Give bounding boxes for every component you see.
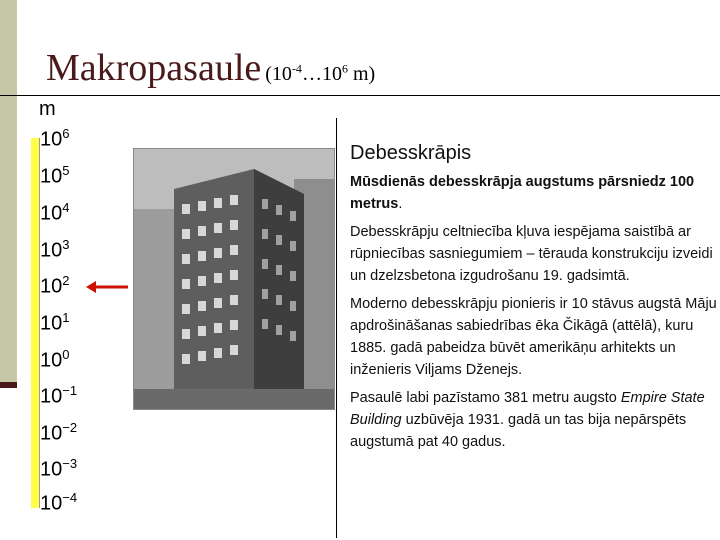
scale-tick: $10^{-2}$ (40, 420, 78, 445)
scale-tick: $10^2$ (40, 273, 70, 298)
scale-tick: $10^3$ (40, 237, 70, 262)
title-main: Makropasaule (46, 47, 262, 89)
scale-tick: $10^0$ (40, 347, 70, 372)
scale-bar (31, 138, 40, 508)
scale-tick: $10^{-3}$ (40, 456, 78, 481)
scale-tick: $10^5$ (40, 163, 70, 188)
content-divider (336, 118, 337, 538)
scale-tick: $10^{-4}$ (40, 490, 78, 515)
skyscraper-image (134, 149, 334, 409)
dark-accent-band (0, 382, 17, 388)
left-accent-band (0, 0, 17, 382)
scale-pointer-arrow-icon (86, 280, 128, 294)
size-scale (28, 98, 89, 514)
title-range: ($10^{-4}\dots 10^6$ m) (265, 61, 376, 85)
text-content (350, 142, 720, 459)
paragraph-height: Mūsdienās debesskrāpja augstums pārsniedz 100 metrus. (350, 174, 695, 212)
scale-unit: m (39, 98, 56, 120)
building-photo (133, 148, 335, 410)
paragraph-history: Debesskrāpju celtniecība kļuva iespējama saistībā ar rūpniecības sasniegumiem – tērauda konstrukciju izveidi un dzelzsbetona izgudrošanu 19. gadsimtā. (350, 224, 713, 284)
scale-tick: $10^4$ (40, 200, 70, 225)
paragraph-empire-state: Pasaulē labi pazīstamo 381 metru augsto Empire State Building uzbūvēja 1931. gadā un tas bija nepārspēts augstumā pat 40 gadus. (350, 390, 705, 450)
title-divider (0, 95, 720, 96)
content-heading: Debesskrāpis (350, 142, 472, 164)
scale-tick: $10^{-1}$ (40, 383, 78, 408)
paragraph-pioneer: Moderno debesskrāpju pionieris ir 10 stāvus augstā Māju apdrošināšanas sabiedrības ēka Čikāgā (attēlā), kuru 1885. gadā pabeidza būvēt amerikāņu arhitekts un inženieris Viljams Dženejs. (350, 296, 717, 378)
scale-tick: $10^6$ (40, 126, 70, 151)
scale-tick: $10^1$ (40, 310, 70, 335)
slide-title (46, 46, 375, 90)
